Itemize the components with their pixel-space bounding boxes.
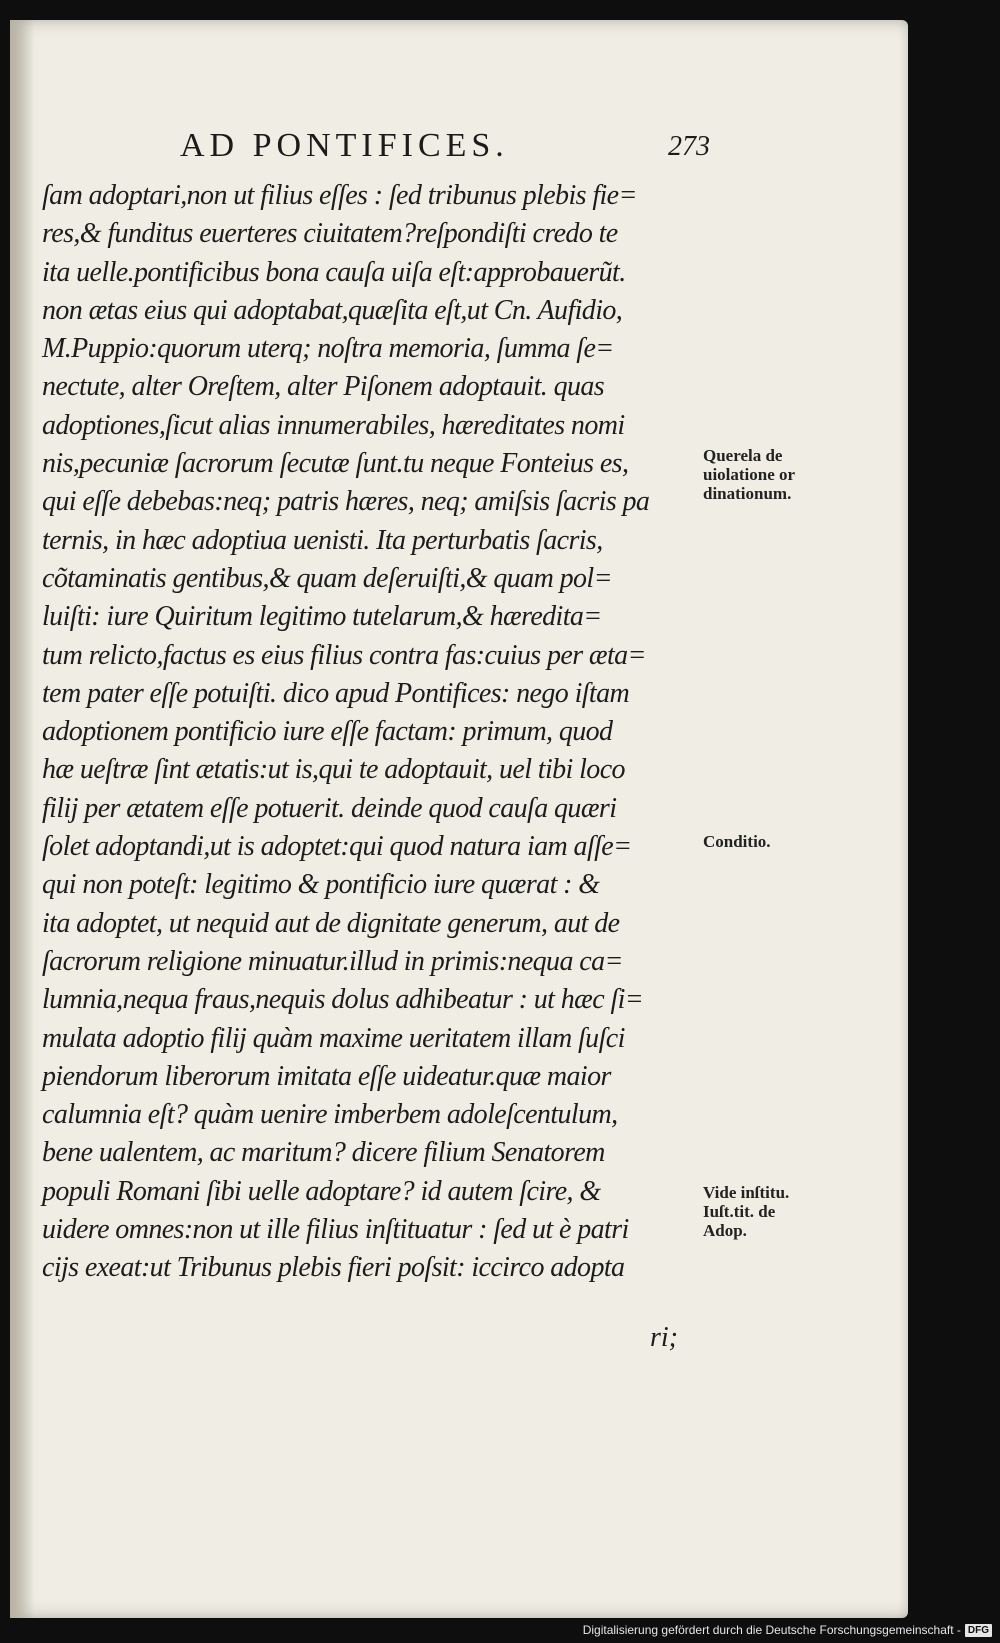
text-line: adoptionem pontificio iure eſſe factam: primum, quod: [42, 716, 613, 748]
text-line: res,& funditus euerteres ciuitatem?reſpondiſti credo te: [42, 218, 618, 250]
text-line: tem pater eſſe potuiſti. dico apud Pontifices: nego iſtam: [42, 677, 630, 709]
marginal-note-line: Querela de: [703, 446, 783, 465]
dfg-logo: DFG: [965, 1624, 992, 1637]
text-line: tum relicto,factus es eius filius contra fas:cuius per æta=: [42, 639, 646, 671]
text-line: ſolet adoptandi,ut is adoptet:qui quod natura iam aſſe=: [42, 831, 632, 863]
text-line: luiſti: iure Quiritum legitimo tutelarum,& hæredita=: [42, 601, 602, 633]
text-line: ternis, in hæc adoptiua uenisti. Ita perturbatis ſacris,: [42, 524, 603, 556]
text-line: nectute, alter Oreſtem, alter Piſonem adoptauit. quas: [42, 371, 605, 403]
text-line: mulata adoptio filij quàm maxime ueritatem illam ſuſci: [42, 1022, 625, 1054]
body-text: [42, 177, 702, 1288]
digitization-credit: [583, 1623, 992, 1637]
text-line: cijs exeat:ut Tribunus plebis fieri poſsit: iccirco adopta: [42, 1252, 625, 1284]
text-line: ita adoptet, ut nequid aut de dignitate generum, aut de: [42, 907, 620, 939]
text-line: uidere omnes:non ut ille filius inſtituatur : ſed ut è patri: [42, 1214, 629, 1246]
text-line: populi Romani ſibi uelle adoptare? id autem ſcire, &: [42, 1175, 601, 1207]
text-line: non ætas eius qui adoptabat,quæſita eſt,ut Cn. Aufidio,: [42, 294, 623, 326]
text-line: ita uelle.pontificibus bona cauſa uiſa eſt:approbauerũt.: [42, 256, 626, 288]
text-line: ſacrorum religione minuatur.illud in primis:nequa ca=: [42, 945, 623, 977]
text-line: adoptiones,ſicut alias innumerabiles, hæreditates nomi: [42, 409, 625, 441]
marginal-note-line: Iuſt.tit. de: [703, 1202, 776, 1221]
text-line: qui non poteſt: legitimo & pontificio iure quærat : &: [42, 869, 600, 901]
text-line: calumnia eſt? quàm uenire imberbem adoleſcentulum,: [42, 1099, 618, 1131]
marginal-note-line: uiolatione or: [703, 465, 796, 484]
text-line: cõtaminatis gentibus,& quam deſeruiſti,& quam pol=: [42, 562, 612, 594]
page-number: 273: [668, 131, 710, 162]
marginal-note-querela: [703, 446, 863, 503]
text-line: bene ualentem, ac maritum? dicere filium Senatorem: [42, 1137, 605, 1169]
marginal-note-line: Conditio.: [703, 832, 771, 851]
text-line: nis,pecuniæ ſacrorum ſecutæ ſunt.tu neque Fonteius es,: [42, 448, 629, 480]
marginal-note-line: Adop.: [703, 1221, 747, 1240]
page-header: [170, 115, 710, 165]
credit-text: Digitalisierung gefördert durch die Deutsche Forschungsgemeinschaft -: [582, 1623, 961, 1637]
marginal-note-conditio: [703, 832, 863, 851]
text-line: qui eſſe debebas:neq; patris hæres, neq; amiſsis ſacris pa: [42, 486, 650, 518]
marginal-note-line: dinationum.: [703, 484, 792, 503]
marginal-note-line: Vide inſtitu.: [703, 1183, 790, 1202]
catchword: ri;: [650, 1322, 678, 1353]
text-line: piendorum liberorum imitata eſſe uideatur.quæ maior: [42, 1060, 611, 1092]
book-page: [10, 20, 908, 1618]
text-line: M.Puppio:quorum uterq; noſtra memoria, ſumma ſe=: [42, 333, 614, 365]
marginal-note-vide: [703, 1183, 863, 1240]
text-line: ſam adoptari,non ut filius eſſes : ſed tribunus plebis fie=: [42, 180, 637, 211]
page-gutter-shadow: [10, 20, 34, 1618]
text-line: hæ ueſtræ ſint ætatis:ut is,qui te adoptauit, uel tibi loco: [42, 754, 625, 786]
text-line: lumnia,nequa fraus,nequis dolus adhibeatur : ut hæc ſi=: [42, 984, 644, 1016]
running-title: AD PONTIFICES.: [180, 127, 509, 164]
text-line: filij per ætatem eſſe potuerit. deinde quod cauſa quæri: [42, 792, 617, 824]
